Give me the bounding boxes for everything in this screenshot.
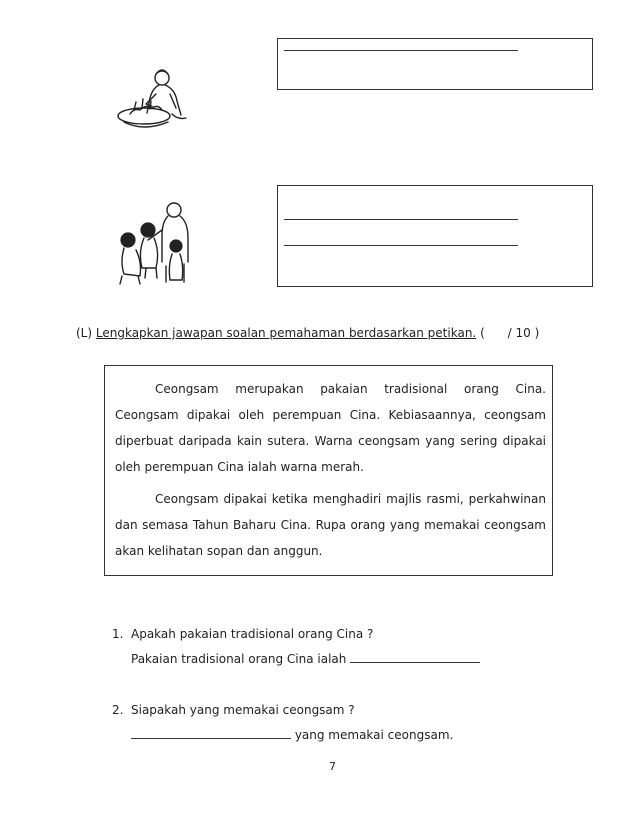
answer-box-2[interactable]	[277, 185, 593, 287]
answer-box-1[interactable]	[277, 38, 593, 90]
answer-blank[interactable]	[131, 738, 291, 739]
grandfather-with-children-illustration	[116, 196, 200, 288]
section-label: (L)	[76, 326, 96, 340]
question-number: 2.	[112, 703, 124, 717]
grandfather-with-cake-illustration	[112, 64, 194, 136]
page-number: 7	[329, 760, 336, 773]
answer-blank[interactable]	[350, 662, 480, 663]
answer-line	[284, 245, 518, 246]
answer-line	[284, 50, 518, 51]
question-text: Siapakah yang memakai ceongsam ?	[131, 703, 355, 717]
passage-paragraph: Ceongsam dipakai ketika menghadiri majlis rasmi, perkahwinan dan semasa Tahun Baharu Cina. Rupa orang yang memakai ceongsam akan kelihatan sopan dan anggun.	[115, 492, 546, 558]
answer-suffix: yang memakai ceongsam.	[291, 728, 454, 742]
question-number: 1.	[112, 627, 124, 641]
answer-prefix: Pakaian tradisional orang Cina ialah	[131, 652, 351, 666]
question-text: Apakah pakaian tradisional orang Cina ?	[131, 627, 374, 641]
reading-passage	[104, 365, 553, 576]
instruction-text: Lengkapkan jawapan soalan pemahaman berdasarkan petikan.	[95, 326, 477, 340]
question-answer	[131, 728, 453, 742]
score-field: ( / 10 )	[476, 326, 540, 340]
answer-line	[284, 219, 518, 220]
passage-paragraph: Ceongsam merupakan pakaian tradisional orang Cina. Ceongsam dipakai oleh perempuan Cina. Kebiasaannya, ceongsam diperbuat daripada kain sutera. Warna ceongsam yang sering dipakai oleh perempuan Cina ialah warna merah.	[115, 382, 546, 474]
question-answer	[131, 652, 480, 666]
section-instruction	[76, 326, 539, 340]
